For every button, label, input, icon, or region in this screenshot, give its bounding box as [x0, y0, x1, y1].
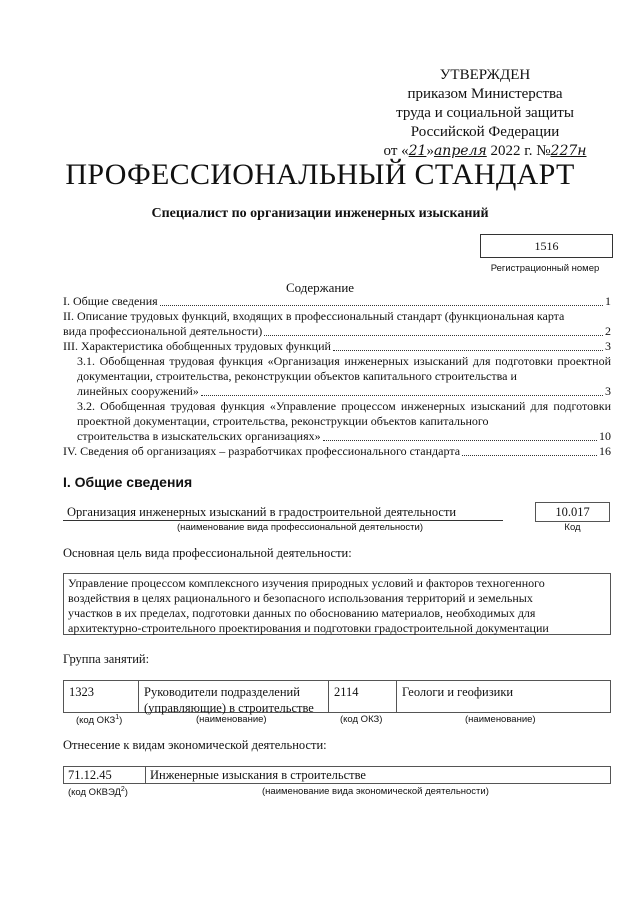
goal-line-4: архитектурно-строительного проектирования и подготовки градостроительной документации	[68, 621, 549, 635]
okz-code-caption-2: (код ОКЗ)	[340, 714, 383, 725]
okved-code-caption: (код ОКВЭД$^2$)	[68, 786, 128, 799]
toc-item-3[interactable]: III. Характеристика обобщенных трудовых функций 3	[63, 339, 611, 353]
toc-item-3-1[interactable]: 3.1. Обобщенная трудовая функция «Организация инженерных изысканий для подготовки проектной документации, строительства, реконструкции объектов капитального строительства и линейных сооружений» 3	[77, 354, 611, 398]
date-year: 2022 г. №	[490, 143, 551, 159]
goal-label: Основная цель вида профессиональной деятельности:	[63, 546, 352, 560]
okz-code-1: 1323	[64, 681, 139, 712]
approval-line-3: труда и социальной защиты	[396, 105, 574, 121]
section-1-heading: I. Общие сведения	[63, 474, 193, 490]
registration-number: 1516	[480, 234, 613, 258]
activity-caption: (наименование вида профессиональной деятельности)	[176, 522, 424, 533]
toc-item-4[interactable]: IV. Сведения об организациях – разработчиках профессионального стандарта 16	[63, 444, 611, 458]
approval-line-2: приказом Министерства	[407, 86, 563, 102]
okved-code: 71.12.45	[64, 767, 146, 783]
date-prefix: от «	[383, 143, 409, 159]
toc-item-3-2[interactable]: 3.2. Обобщенная трудовая функция «Управление процессом инженерных изысканий для подготовки проектной документации, строительства, реконструкции объектов капитального строительства в изыскательских организациях» 10	[77, 399, 611, 443]
document-subtitle: Специалист по организации инженерных изысканий	[151, 206, 489, 221]
activity-name: Организация инженерных изысканий в градостроительной деятельности	[63, 505, 503, 521]
toc-item-1[interactable]: I. Общие сведения 1	[63, 294, 611, 308]
document-title: ПРОФЕССИОНАЛЬНЫЙ СТАНДАРТ	[65, 158, 575, 191]
activity-code: 10.017	[535, 502, 610, 522]
okz-name-1: Руководители подразделений (управляющие) в строительстве	[139, 681, 329, 712]
code-caption: Код	[564, 522, 581, 533]
order-number: 227н	[550, 143, 587, 159]
econ-label: Отнесение к видам экономической деятельности:	[63, 738, 327, 752]
occupation-group-table	[63, 680, 611, 713]
toc-heading: Содержание	[285, 280, 355, 295]
goal-box	[63, 573, 611, 635]
okved-name: Инженерные изыскания в строительстве	[150, 768, 366, 782]
approval-line-1: УТВЕРЖДЕН	[439, 67, 531, 83]
date-mid: »	[426, 143, 434, 159]
goal-line-3: участков в их пределах, подготовки данных по обоснованию материалов, необходимых для	[68, 606, 536, 620]
okz-code-2: 2114	[329, 681, 397, 712]
group-label: Группа занятий:	[63, 652, 150, 666]
goal-line-2: воздействия в целях рационального и безопасного использования территорий и земельных	[68, 591, 533, 605]
okz-name-caption-2: (наименование)	[465, 714, 536, 725]
okved-table	[63, 766, 611, 784]
registration-label: Регистрационный номер	[490, 263, 600, 274]
date-day: 21	[408, 143, 427, 159]
approval-line-4: Российской Федерации	[410, 124, 560, 140]
goal-line-1: Управление процессом комплексного изучения природных условий и факторов техногенного	[68, 576, 545, 590]
okved-name-caption: (наименование вида экономической деятельности)	[262, 786, 489, 797]
okz-name-caption-1: (наименование)	[196, 714, 267, 725]
okz-name-2: Геологи и геофизики	[402, 685, 514, 699]
table-of-contents	[63, 294, 611, 459]
date-month: апреля	[433, 143, 487, 159]
okz-code-caption-1: (код ОКЗ$^1$)	[76, 714, 123, 727]
toc-item-2[interactable]: II. Описание трудовых функций, входящих в профессиональный стандарт (функциональная карта вида профессиональной деятельности) 2	[63, 309, 611, 338]
approval-block	[380, 66, 590, 161]
